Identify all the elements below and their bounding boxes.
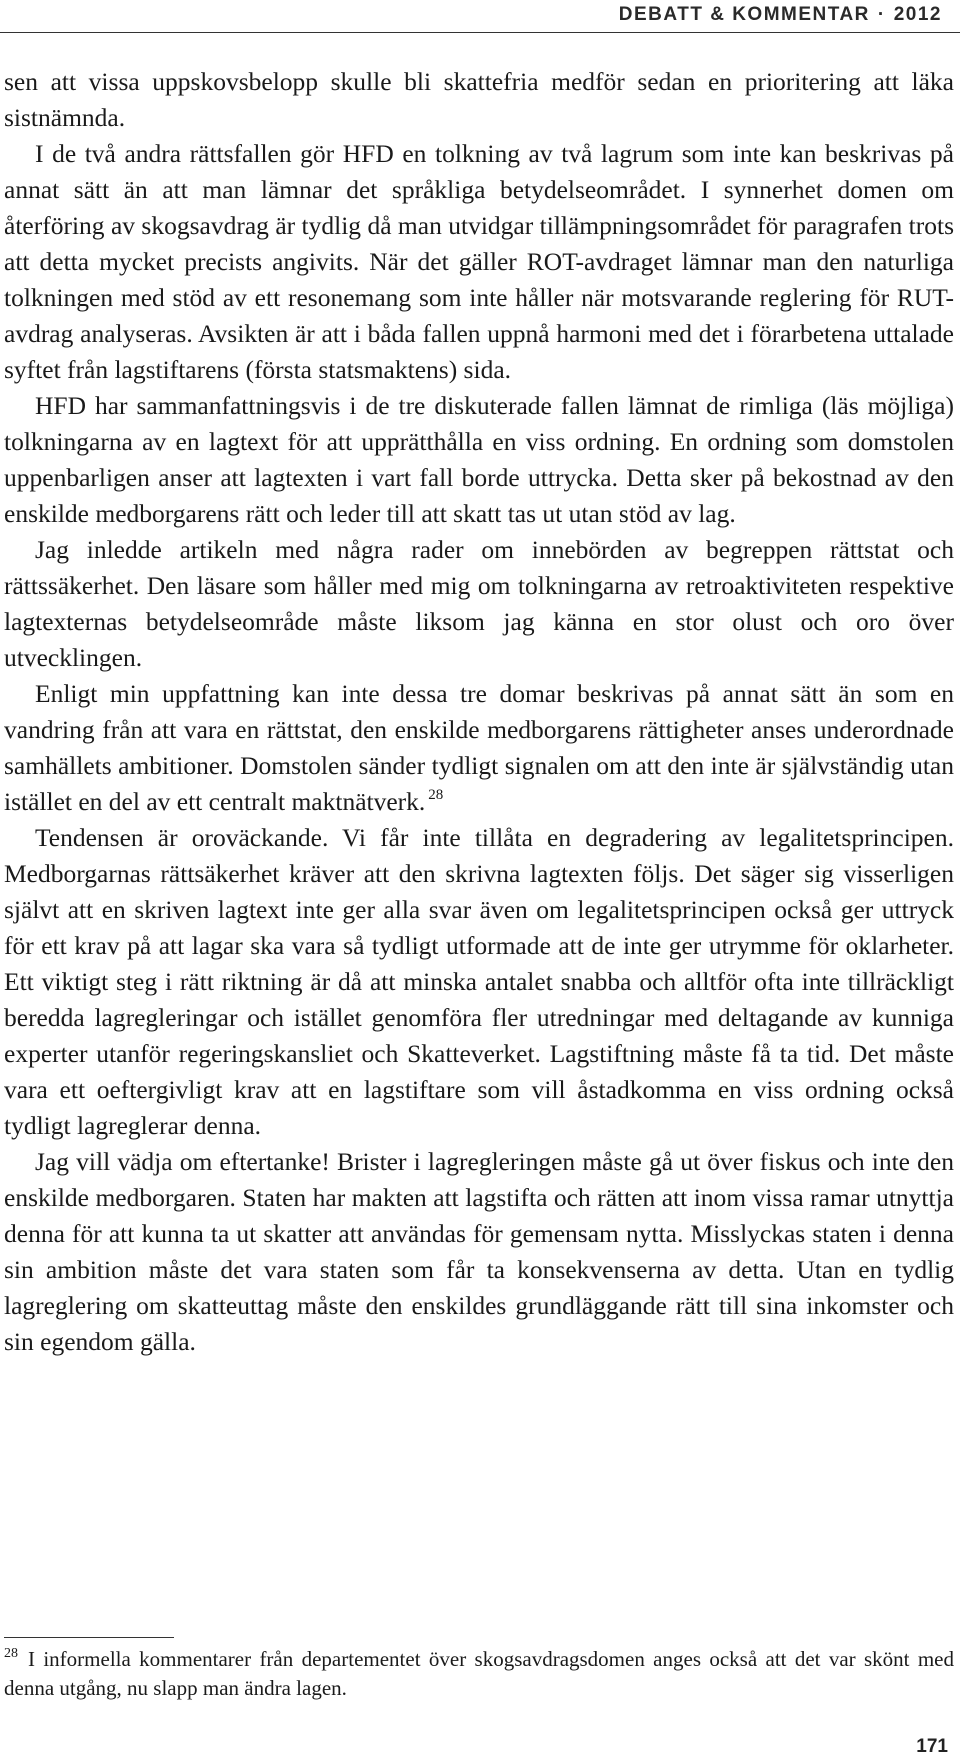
paragraph: Jag inledde artikeln med några rader om innebörden av begreppen rättstat och rättssäkerhet. Den läsare som håller med mig om tolkningarna av retroaktiviteten respektive lagtexternas betydelseområde måste liksom jag känna en stor olust och oro över utvecklingen. <box>4 535 954 672</box>
paragraph: Tendensen är oroväckande. Vi får inte tillåta en degradering av legalitetsprincipen. Medborgarnas rättsäkerhet kräver att den skrivna lagtexten följs. Det säger sig visserligen självt att en skriven lagtext inte ger alla svar även om legalitetsprincipen också ger uttryck för ett krav på att lagar ska vara så tydligt utformade att de inte ger utrymme för oklarheter. Ett viktigt steg i rätt riktning är då att minska antalet snabba och alltför ofta inte tillräckligt beredda lagregleringar och istället genomföra fler utredningar med deltagande av kunniga experter utanför regeringskansliet och Skatteverket. Lagstiftning måste få ta tid. Det måste vara ett oeftergivligt krav att en lagstiftare som vill åstadkomma en viss ordning också tydligt lagreglerar denna. <box>4 823 954 1140</box>
page-number: 171 <box>916 1736 948 1757</box>
footnote-reference[interactable]: 28 <box>428 787 444 803</box>
footnote-divider <box>4 1637 174 1638</box>
running-header-text <box>619 4 942 26</box>
section-title: DEBATT & KOMMENTAR <box>618 4 870 25</box>
paragraph: HFD har sammanfattningsvis i de tre diskuterade fallen lämnat de rimliga (läs möjliga) tolkningarna av en lagtext för att upprätthålla en viss ordning. En ordning som domstolen uppenbarligen anser att lagtexten i vart fall borde uttrycka. Detta sker på bekostnad av den enskilde medborgarens rätt och leder till att skatt tas ut utan stöd av lag. <box>4 391 954 528</box>
paragraph: Jag vill vädja om eftertanke! Brister i lagregleringen måste gå ut över fiskus och inte den enskilde medborgaren. Staten har makten att lagstifta och rätten att inom vissa ramar utnyttja denna för att kunna ta ut skatter att användas för gemensam nytta. Misslyckas staten i denna sin ambition måste det vara staten som får ta konsekvenserna av detta. Utan en tydlig lagreglering om skatteuttag måste den enskildes grundläggande rätt till sina inkomster och sin egendom gälla. <box>4 1147 954 1356</box>
paragraph-with-footnote <box>4 676 954 820</box>
footnote-number: 28 <box>4 1646 18 1661</box>
article-body <box>4 64 954 1360</box>
paragraph-text: Enligt min uppfattning kan inte dessa tre domar beskrivas på annat sätt än som en vandring från att vara en rättstat, den enskilde medborgarens rättigheter anses underordnade samhällets ambitioner. Domstolen sänder tydligt signalen om att den inte är självständig utan istället en del av ett centralt maktnätverk. <box>4 679 954 816</box>
paragraph: sen att vissa uppskovsbelopp skulle bli skattefria medför sedan en prioritering att läka sistnämnda. <box>4 67 954 132</box>
header-separator: · <box>877 4 886 25</box>
footnote <box>4 1645 954 1703</box>
paragraph: I de två andra rättsfallen gör HFD en tolkning av två lagrum som inte kan beskrivas på annat sätt än att man lämnar det språkliga betydelseområdet. I synnerhet domen om återföring av skogsavdrag är tydlig då man utvidgar tillämpningsområdet för paragrafen trots att detta mycket precists angivits. När det gäller ROT-avdraget lämnar man den naturliga tolkningen med stöd av ett resonemang som inte håller när motsvarande reglering för RUT-avdrag analyseras. Avsikten är att i båda fallen uppnå harmoni med det i förarbetena uttalade syftet från lagstiftarens (första statsmaktens) sida. <box>4 139 954 384</box>
running-header <box>0 0 960 33</box>
issue-year: 2012 <box>893 4 942 25</box>
footnote-text: I informella kommentarer från departementet över skogsavdragsdomen anges också att det var skönt med denna utgång, nu slapp man ändra lagen. <box>4 1647 954 1700</box>
